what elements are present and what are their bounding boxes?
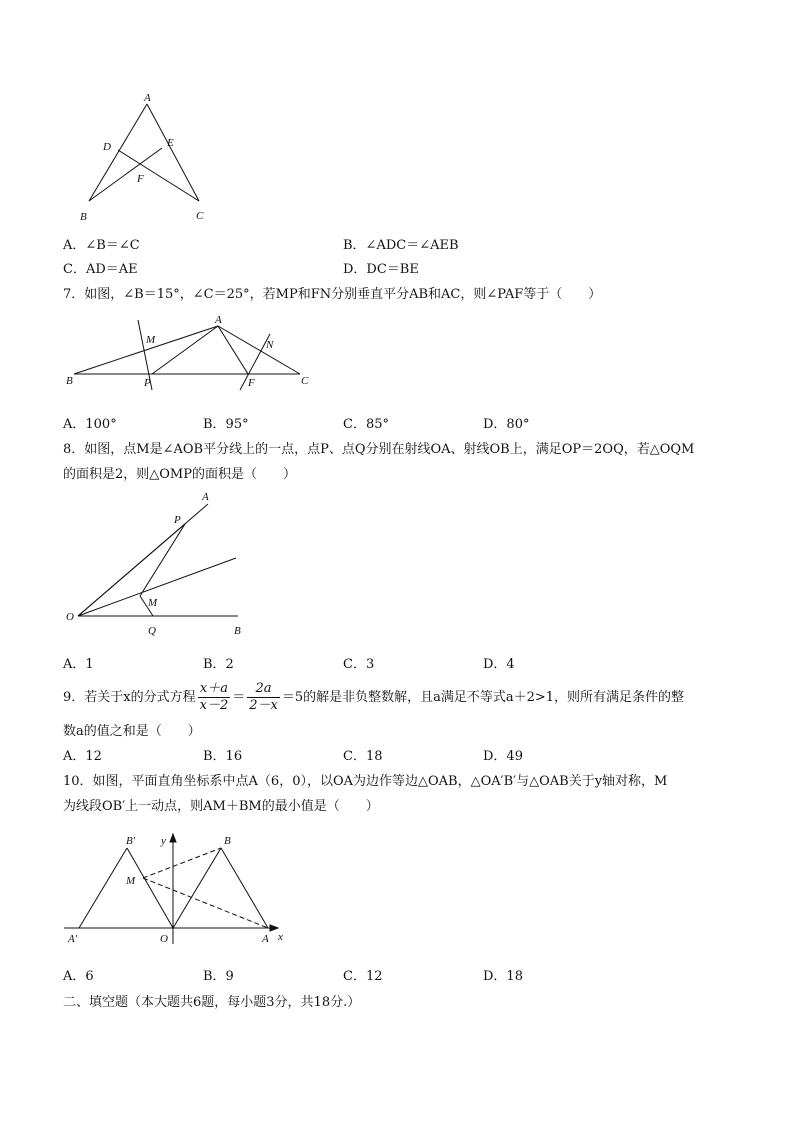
segment-b1o xyxy=(127,848,173,928)
q9-fraction-1-numerator: x＋a xyxy=(198,681,231,698)
q7-option-c: C．85° xyxy=(343,417,389,432)
y-axis-arrow xyxy=(170,834,176,842)
q9-fraction-2-numerator: 2a xyxy=(247,681,280,698)
label-c: C xyxy=(301,375,309,387)
segment-op xyxy=(78,524,185,616)
q8-option-c: C．3 xyxy=(343,657,375,672)
segment-ac xyxy=(218,326,300,374)
label-f: F xyxy=(137,173,144,185)
label-b: B xyxy=(224,835,231,847)
label-o: O xyxy=(66,611,74,623)
q8-option-d: D．4 xyxy=(483,657,515,672)
q8-figure xyxy=(60,488,250,640)
q9-fraction-1 xyxy=(198,681,231,714)
label-d: D xyxy=(103,141,111,153)
label-m: M xyxy=(148,597,158,609)
segment-cd xyxy=(118,150,199,201)
segment-af xyxy=(218,326,248,374)
segment-ba xyxy=(221,848,268,928)
segment-ap xyxy=(152,326,218,374)
q9-stem-line1 xyxy=(63,680,684,716)
q6-option-b: B．∠ADC＝∠AEB xyxy=(343,238,459,253)
label-o: O xyxy=(160,933,168,945)
q9-fraction-2-denominator: 2－x xyxy=(249,698,278,713)
q9-option-b: B．16 xyxy=(203,749,243,764)
q8-option-b: B．2 xyxy=(203,657,234,672)
label-p: P xyxy=(174,514,181,526)
q9-option-a: A．12 xyxy=(63,749,102,764)
label-y: y xyxy=(161,835,166,847)
q9-stem-suffix: ＝5的解是非负整数解，且a满足不等式a＋2>1，则所有满足条件的整 xyxy=(281,690,685,705)
q9-option-c: C．18 xyxy=(343,749,383,764)
dashed-ma xyxy=(143,878,268,928)
label-a: A xyxy=(262,933,269,945)
label-b: B xyxy=(66,375,73,387)
label-e: E xyxy=(167,137,174,149)
q9-option-d: D．49 xyxy=(483,749,523,764)
section-2-title: 二、填空题（本大题共6题，每小题3分，共18分.） xyxy=(63,995,361,1010)
label-p: P xyxy=(144,377,151,389)
segment-ob xyxy=(173,848,221,928)
segment-ac xyxy=(147,104,199,201)
q8-stem-line1: 8．如图，点M是∠AOB平分线上的一点，点P、点Q分别在射线OA、射线OB上，满足OP＝2OQ，若△OQM xyxy=(63,442,695,457)
q10-stem-line1: 10．如图，平面直角坐标系中点A（6，0），以OA为边作等边△OAB，△OA′B′与△OAB关于y轴对称，M xyxy=(63,774,668,789)
label-a: A xyxy=(202,491,209,503)
q6-option-c: C．AD＝AE xyxy=(63,262,138,277)
label-c: C xyxy=(196,210,204,222)
q9-stem-prefix: 9．若关于x的分式方程 xyxy=(63,690,196,705)
label-b: B xyxy=(234,625,241,637)
q7-option-a: A．100° xyxy=(63,417,117,432)
label-f: F xyxy=(248,377,255,389)
q7-option-d: D．80° xyxy=(483,417,530,432)
label-b: B xyxy=(80,211,87,223)
label-a-prime: A′ xyxy=(68,933,78,945)
q8-stem-line2: 的面积是2，则△OMP的面积是（ ） xyxy=(63,467,296,482)
q10-option-d: D．18 xyxy=(483,969,523,984)
q9-fraction-2 xyxy=(247,681,280,714)
q10-option-c: C．12 xyxy=(343,969,383,984)
q6-figure xyxy=(60,88,230,228)
q7-stem: 7．如图，∠B＝15°，∠C＝25°，若MP和FN分别垂直平分AB和AC，则∠PAF等于（ ） xyxy=(63,287,602,302)
q10-option-a: A．6 xyxy=(63,969,94,984)
label-m: M xyxy=(146,334,156,346)
dashed-mb xyxy=(143,848,221,878)
q8-option-a: A．1 xyxy=(63,657,94,672)
label-q: Q xyxy=(148,625,156,637)
q9-equals: ＝ xyxy=(232,690,246,705)
q10-stem-line2: 为线段OB′上一动点，则AM＋BM的最小值是（ ） xyxy=(63,799,379,814)
label-a: A xyxy=(215,314,222,326)
q10-figure xyxy=(60,826,300,948)
segment-ab xyxy=(89,104,147,201)
segment-be xyxy=(89,148,162,201)
q10-option-b: B．9 xyxy=(203,969,234,984)
label-a: A xyxy=(144,92,151,104)
label-x: x xyxy=(278,931,283,943)
q9-stem-line2: 数a的值之和是（ ） xyxy=(63,724,201,739)
x-axis-arrow xyxy=(270,925,278,931)
q9-fraction-1-denominator: x－2 xyxy=(199,698,229,713)
label-m: M xyxy=(126,875,136,887)
segment-a1b1 xyxy=(79,848,127,928)
q7-option-b: B．95° xyxy=(203,417,249,432)
q7-figure xyxy=(60,312,320,392)
label-b-prime: B′ xyxy=(126,835,136,847)
q6-option-d: D．DC＝BE xyxy=(343,262,419,277)
q6-option-a: A．∠B＝∠C xyxy=(63,238,140,253)
label-n: N xyxy=(266,339,274,351)
